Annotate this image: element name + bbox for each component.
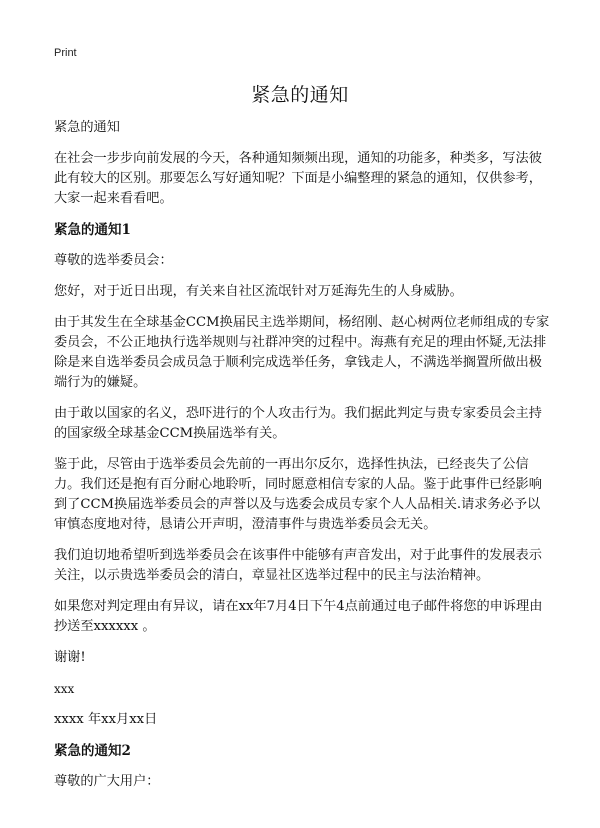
print-label: Print [54,47,77,59]
body-paragraph: 您好，对于近日出现，有关来自社区流氓针对万延海先生的人身威胁。 [54,284,463,299]
section-heading-2: 紧急的通知2 [54,743,131,759]
body-paragraph: 由于其发生在全球基金CCM换届民主选举期间，杨绍刚、赵心树两位老师组成的专家委员会，不公正地执行选举规则与社群冲突的过程中。海燕有充足的理由怀疑,无法排除是来自选举委员会成员急于顺利完成选举任务，拿钱走人，不满选举搁置所做出极端行为的嫌疑。 [54,315,550,390]
body-paragraph: 由于敢以国家的名义，恐吓进行的个人攻击行为。我们据此判定与贵专家委员会主持的国家级全球基金CCM换届选举有关。 [54,406,542,441]
body-paragraph: 鉴于此，尽管由于选举委员会先前的一再出尔反尔，选择性执法，已经丧失了公信力。我们还是抱有百分耐心地聆听，同时愿意相信专家的人品。鉴于此事件已经影响到了CCM换届选举委员会的声誉以及与选委会成员专家个人人品相关.请求务必予以审慎态度地对待，恳请公开声明，澄清事件与贵选举委员会无关。 [54,457,542,532]
closing-thanks: 谢谢! [54,650,86,665]
salutation-1: 尊敬的选举委员会： [54,253,173,268]
page-title: 紧急的通知 [251,84,349,106]
salutation-2: 尊敬的广大用户： [54,774,160,789]
signature-date: xxxx 年xx月xx日 [54,712,158,727]
intro-paragraph: 在社会一步步向前发展的今天，各种通知频频出现，通知的功能多，种类多，写法彼此有较大的区别。那要怎么写好通知呢？下面是小编整理的紧急的通知，仅供参考，大家一起来看看吧。 [54,151,542,206]
document-subtitle: 紧急的通知 [54,120,120,135]
signature: xxx [54,682,75,696]
section-heading-1: 紧急的通知1 [54,222,131,238]
document-body [54,118,550,803]
body-paragraph: 我们迫切地希望听到选举委员会在该事件中能够有声音发出，对于此事件的发展表示关注，以示贵选举委员会的清白，章显社区选举过程中的民主与法治精神。 [54,548,542,583]
body-paragraph: 如果您对判定理由有异议，请在xx年7月4日下午4点前通过电子邮件将您的申诉理由抄送至xxxxxx 。 [54,599,543,634]
